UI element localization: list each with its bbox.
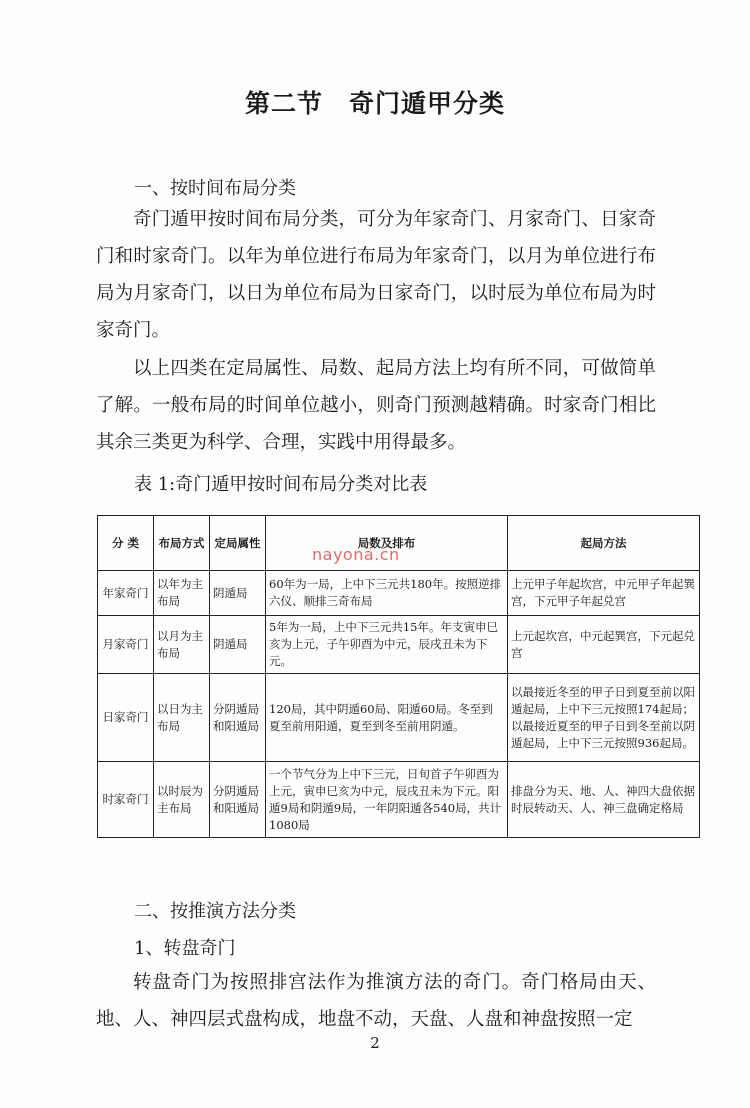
section-heading-2: 二、按推演方法分类 [134, 901, 296, 922]
cell-count: 一个节气分为上中下三元，日旬首子午卯酉为上元，寅申巳亥为中元，辰戌丑未为下元。阳遁9局和阴遁9局，一年阴阳遁各540局，共计1080局 [266, 762, 508, 838]
page-number: 2 [370, 1034, 380, 1052]
cell-attr: 阴遁局 [210, 571, 266, 616]
cell-attr: 分阴遁局和阳遁局 [210, 762, 266, 838]
header-start: 起局方法 [508, 516, 700, 571]
cell-count: 120局，其中阴遁60局、阳遁60局。冬至到夏至前用阳遁，夏至到冬至前用阴遁。 [266, 674, 508, 762]
cell-start: 上元起坎宫，中元起巽宫，下元起兑宫 [508, 616, 700, 674]
table-row [98, 571, 700, 616]
cell-type: 时家奇门 [98, 762, 154, 838]
title-text: 奇门遁甲分类 [349, 89, 506, 118]
cell-type: 月家奇门 [98, 616, 154, 674]
cell-count: 5年为一局，上中下三元共15年。年支寅申巳亥为上元，子午卯酉为中元，辰戌丑未为下元。 [266, 616, 508, 674]
header-type: 分 类 [98, 516, 154, 571]
paragraph-2: 以上四类在定局属性、局数、起局方法上均有所不同，可做简单了解。一般布局的时间单位越小，则奇门预测越精确。时家奇门相比其余三类更为科学、合理，实践中用得最多。 [96, 358, 656, 453]
page-title [0, 84, 750, 120]
paragraph-1: 奇门遁甲按时间布局分类，可分为年家奇门、月家奇门、日家奇门和时家奇门。以年为单位进行布局为年家奇门，以月为单位进行布局为月家奇门，以日为单位布局为日家奇门，以时辰为单位布局为时家奇门。 [96, 209, 656, 341]
subsection-heading: 1、转盘奇门 [134, 938, 236, 959]
table-row [98, 762, 700, 838]
table-row [98, 674, 700, 762]
cell-attr: 阴遁局 [210, 616, 266, 674]
cell-attr: 分阴遁局和阳遁局 [210, 674, 266, 762]
cell-method: 以日为主布局 [154, 674, 210, 762]
table-caption: 表 1:奇门遁甲按时间布局分类对比表 [134, 474, 428, 495]
cell-count: 60年为一局，上中下三元共180年。按照逆排六仪、顺排三奇布局 [266, 571, 508, 616]
header-count: 局数及排布 [266, 516, 508, 571]
cell-start: 上元甲子年起坎宫，中元甲子年起巽宫，下元甲子年起兑宫 [508, 571, 700, 616]
header-attr: 定局属性 [210, 516, 266, 571]
cell-method: 以年为主布局 [154, 571, 210, 616]
cell-method: 以时辰为主布局 [154, 762, 210, 838]
watermark-text: nayona.cn [312, 545, 400, 564]
title-section-number: 第二节 [244, 89, 323, 118]
cell-type: 日家奇门 [98, 674, 154, 762]
cell-start: 排盘分为天、地、人、神四大盘依据时辰转动天、人、神三盘确定格局 [508, 762, 700, 838]
paragraph-3: 转盘奇门为按照排宫法作为推演方法的奇门。奇门格局由天、地、人、神四层式盘构成，地盘不动，天盘、人盘和神盘按照一定 [96, 972, 656, 1030]
header-method: 布局方式 [154, 516, 210, 571]
cell-method: 以月为主布局 [154, 616, 210, 674]
table-row [98, 616, 700, 674]
cell-type: 年家奇门 [98, 571, 154, 616]
cell-start: 以最接近冬至的甲子日到夏至前以阳遁起局，上中下三元按照174起局；以最接近夏至的甲子日到冬至前以阴遁起局，上中下三元按照936起局。 [508, 674, 700, 762]
section-heading-1: 一、按时间布局分类 [134, 178, 296, 199]
